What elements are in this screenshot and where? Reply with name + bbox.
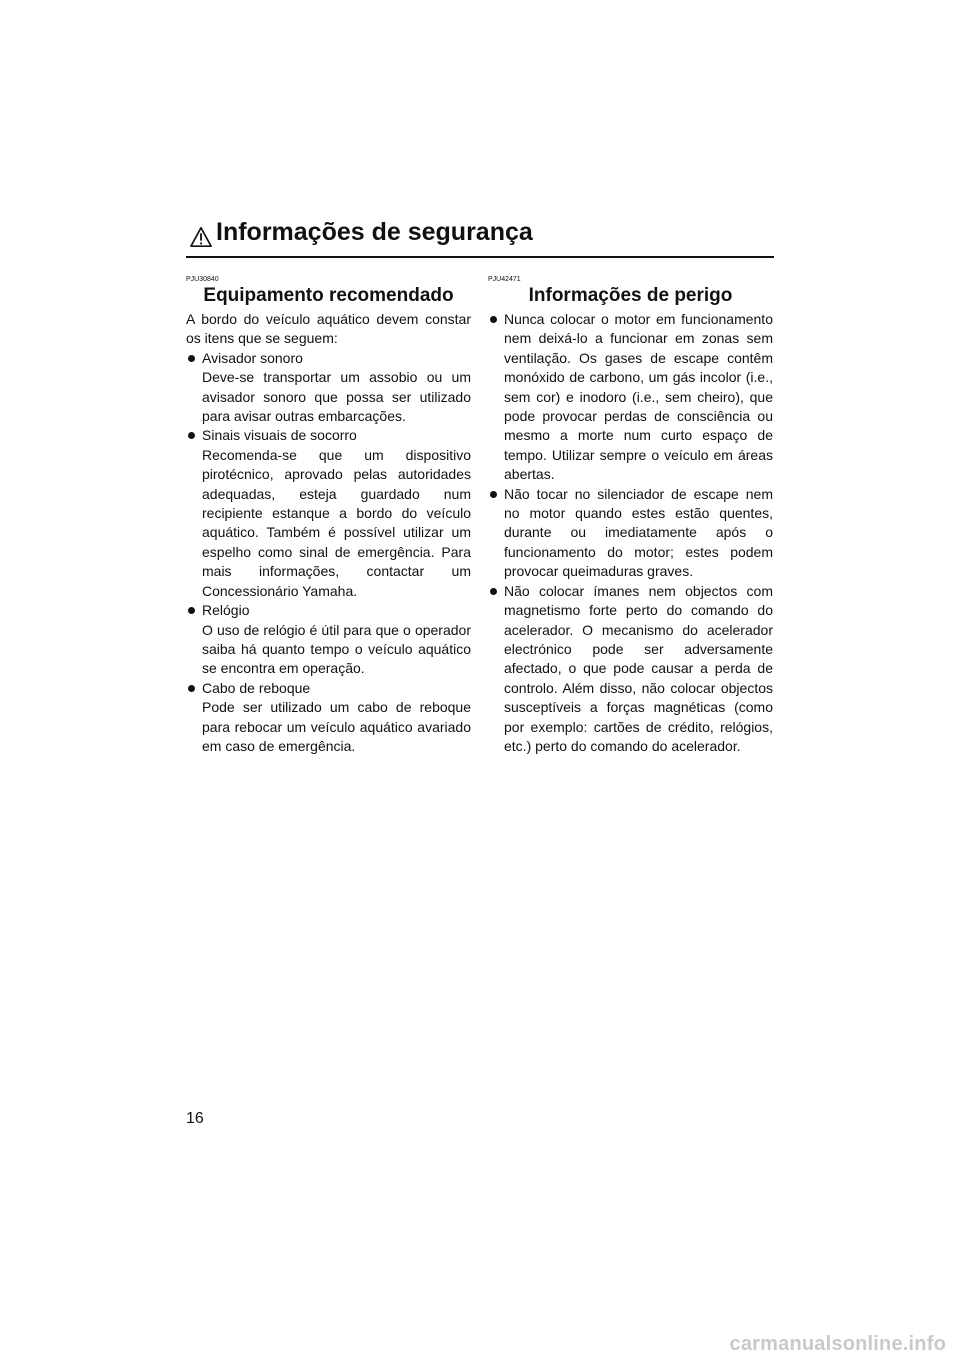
- list-item: [488, 485, 773, 582]
- bullet-icon: [188, 607, 195, 614]
- bullet-icon: [490, 316, 497, 323]
- bullet-icon: [188, 685, 195, 692]
- list-item: [186, 601, 471, 620]
- item-text: Não tocar no silenciador de escape nem no motor quando estes estão quentes, durante ou imediatamente após o funcionamento do motor; estes podem provocar queimaduras graves.: [504, 485, 773, 580]
- list-item: [186, 679, 471, 698]
- item-label: Cabo de reboque: [202, 679, 311, 696]
- bullet-icon: [490, 588, 497, 595]
- list-item: [186, 349, 471, 368]
- item-description: O uso de relógio é útil para que o operador saiba há quanto tempo o veículo aquático se encontra em operação.: [202, 621, 471, 677]
- item-description: Pode ser utilizado um cabo de reboque para rebocar um veículo aquático avariado em caso de emergência.: [202, 699, 471, 754]
- section-recommended-equipment: [186, 276, 471, 756]
- warning-triangle-icon: [190, 226, 212, 248]
- section-danger-information: [488, 276, 773, 756]
- page-number: 16: [186, 1110, 204, 1127]
- list-item: [488, 310, 773, 485]
- section-code: PJU30840: [186, 276, 219, 283]
- watermark: carmanualsonline.info: [729, 1333, 946, 1355]
- section-code: PJU42471: [488, 276, 521, 283]
- list-item: [488, 582, 773, 757]
- section-title: Informações de perigo: [528, 285, 733, 306]
- section-title: Equipamento recomendado: [203, 285, 454, 306]
- page-title: Informações de segurança: [216, 218, 533, 246]
- bullet-icon: [188, 355, 195, 362]
- item-text: Não colocar ímanes nem objectos com magnetismo forte perto do comando do acelerador. O mecanismo do acelerador electrónico pode ser adversamente afectado, o que pode causar a perda de controlo. Além disso, não colocar objectos susceptíveis a forças magnéticas (como por exemplo: cartões de crédito, relógios, etc.) perto do comando do acelerador.: [504, 582, 773, 754]
- item-description: Deve-se transportar um assobio ou um avisador sonoro que possa ser utilizado para avisar outras embarcações.: [202, 369, 471, 425]
- bullet-icon: [188, 432, 195, 439]
- item-label: Sinais visuais de socorro: [202, 427, 357, 444]
- item-description: Recomenda-se que um dispositivo pirotécnico, aprovado pelas autoridades adequadas, esteja guardado num recipiente estanque a bordo do veículo aquático. Também é possível utilizar um espelho como sinal de emergência. Para mais informações, contactar um Concessionário Yamaha.: [202, 446, 471, 599]
- page-header: [186, 218, 774, 258]
- item-label: Avisador sonoro: [202, 349, 303, 366]
- list-item: [186, 426, 471, 445]
- item-label: Relógio: [202, 602, 250, 619]
- bullet-icon: [490, 491, 497, 498]
- intro-paragraph: A bordo do veículo aquático devem constar os itens que se seguem:: [186, 311, 471, 347]
- item-text: Nunca colocar o motor em funcionamento nem deixá-lo a funcionar em zonas sem ventilação. Os gases de escape contêm monóxido de carbono, um gás incolor (i.e., sem cor) e inodoro (i.e., sem cheiro), que pode provocar perdas de consciência ou mesmo a morte num curto espaço de tempo. Utilizar sempre o veículo em áreas abertas.: [504, 311, 773, 483]
